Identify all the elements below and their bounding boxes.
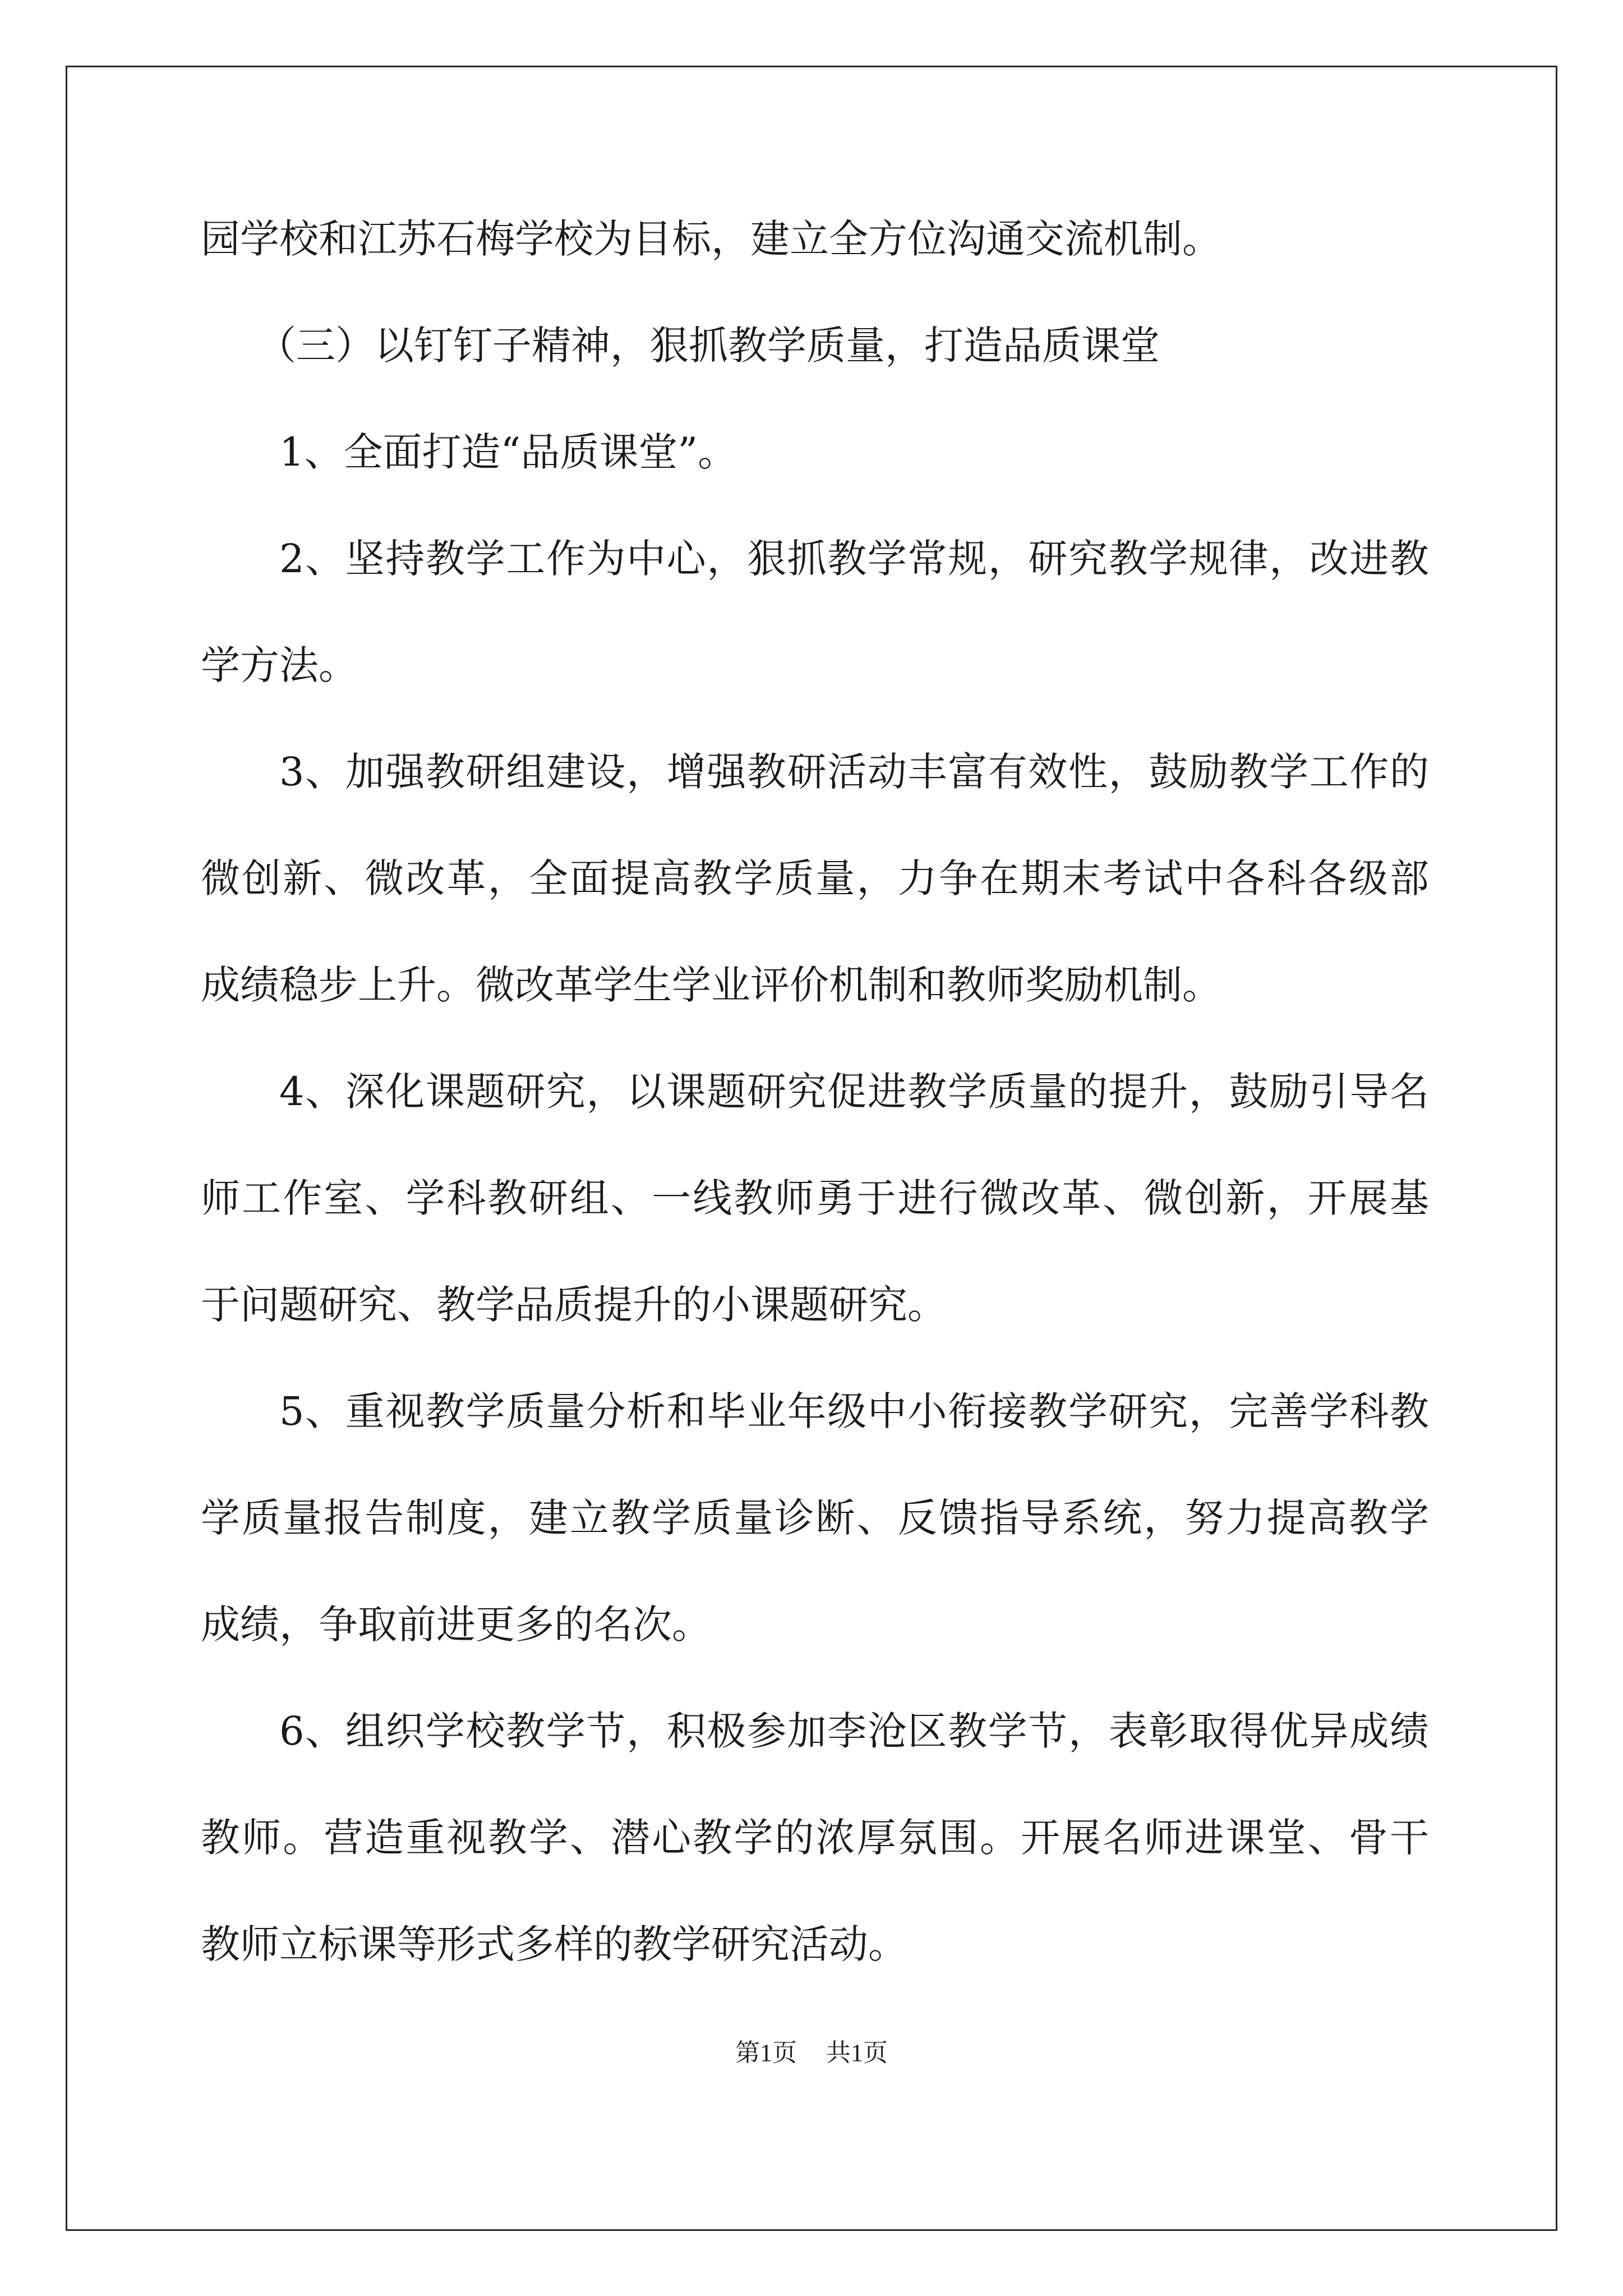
paragraph-line: 微创新、微改革，全面提高教学质量，力争在期末考试中各科各级部 bbox=[201, 855, 1429, 901]
paragraph-line: 学方法。 bbox=[201, 642, 358, 688]
page-footer bbox=[0, 2036, 1623, 2070]
paragraph-line: 于问题研究、教学品质提升的小课题研究。 bbox=[201, 1282, 947, 1328]
paragraph-line: 2、坚持教学工作为中心，狠抓教学常规，研究教学规律，改进教 bbox=[279, 536, 1429, 582]
paragraph-line: 教师立标课等形式多样的教学研究活动。 bbox=[201, 1921, 907, 1967]
paragraph-line: 4、深化课题研究，以课题研究促进教学质量的提升，鼓励引导名 bbox=[279, 1069, 1429, 1115]
page-number: 第1页 bbox=[735, 2039, 797, 2067]
section-heading: （三）以钉钉子精神，狠抓教学质量，打造品质课堂 bbox=[257, 323, 1160, 369]
paragraph-line: 5、重视教学质量分析和毕业年级中小衔接教学研究，完善学科教 bbox=[279, 1388, 1429, 1434]
paragraph-line: 成绩，争取前进更多的名次。 bbox=[201, 1602, 711, 1648]
paragraph-line: 师工作室、学科教研组、一线教师勇于进行微改革、微创新，开展基 bbox=[201, 1175, 1429, 1221]
page-total: 共1页 bbox=[826, 2039, 888, 2067]
document-body bbox=[201, 212, 1429, 2024]
paragraph-line: 3、加强教研组建设，增强教研活动丰富有效性，鼓励教学工作的 bbox=[279, 749, 1429, 795]
paragraph-line: 成绩稳步上升。微改革学生学业评价机制和教师奖励机制。 bbox=[201, 962, 1221, 1008]
paragraph-line: 学质量报告制度，建立教学质量诊断、反馈指导系统，努力提高教学 bbox=[201, 1495, 1429, 1541]
paragraph-line: 园学校和江苏石梅学校为目标，建立全方位沟通交流机制。 bbox=[201, 216, 1221, 262]
paragraph-line: 6、组织学校教学节，积极参加李沧区教学节，表彰取得优异成绩 bbox=[279, 1708, 1429, 1754]
paragraph-line: 教师。营造重视教学、潜心教学的浓厚氛围。开展名师进课堂、骨干 bbox=[201, 1815, 1429, 1861]
paragraph-line: 1、全面打造“品质课堂”。 bbox=[279, 429, 737, 475]
